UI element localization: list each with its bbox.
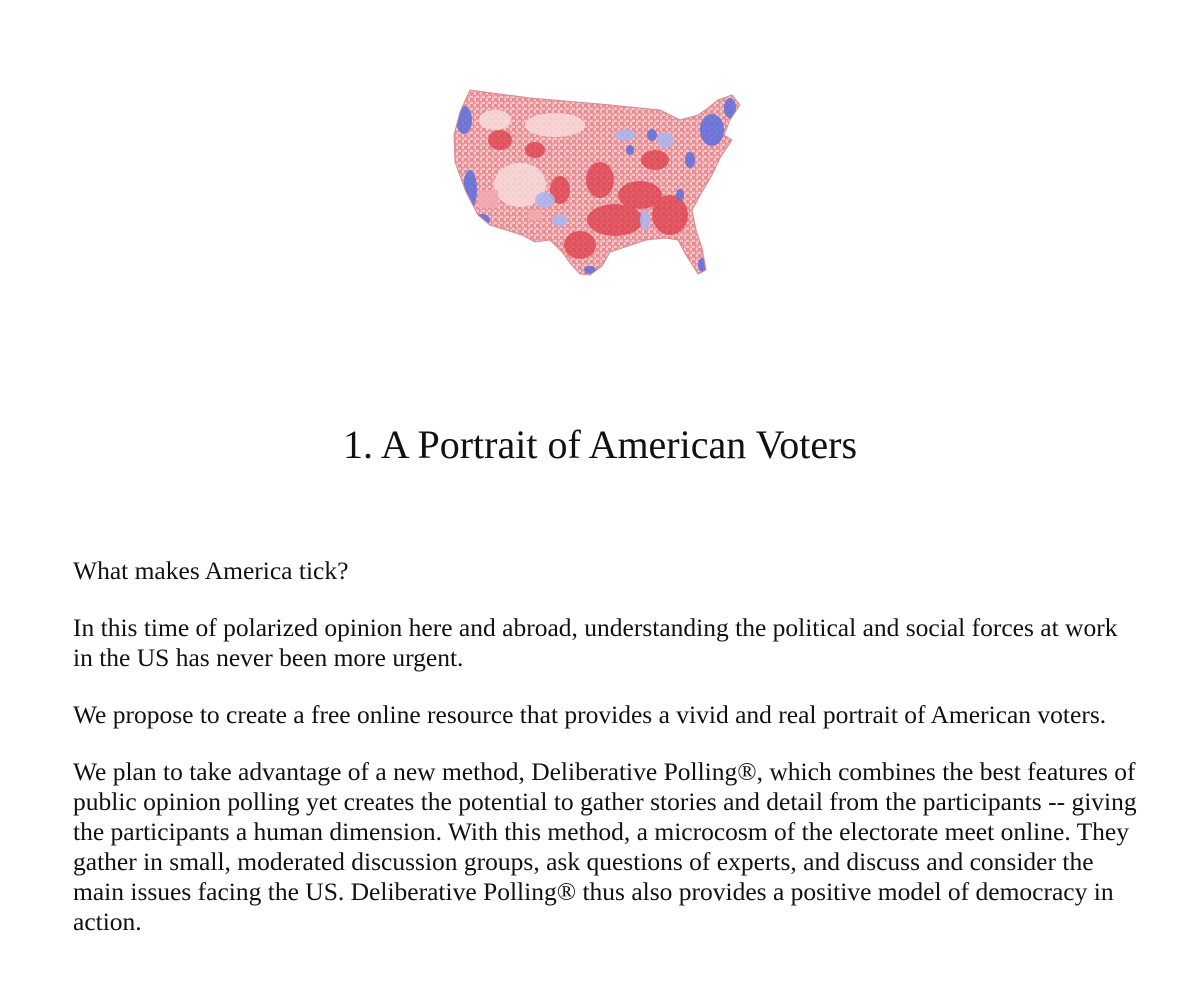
body-text — [73, 556, 1138, 964]
paragraph-polarized: In this time of polarized opinion here and abroad, understanding the political and social forces at work in the US has never been more urgent. — [73, 613, 1118, 672]
paragraph-question: What makes America tick? — [73, 556, 349, 585]
map-fill — [440, 80, 760, 285]
page-title: 1. A Portrait of American Voters — [342, 422, 858, 467]
us-county-map-image — [440, 80, 760, 285]
paragraph-proposal: We propose to create a free online resource that provides a vivid and real portrait of American voters. — [73, 700, 1107, 729]
us-map-svg — [440, 80, 760, 285]
paragraph-method: We plan to take advantage of a new method, Deliberative Polling®, which combines the best features of public opinion polling yet creates the potential to gather stories and detail from the participants -- giving the participants a human dimension. With this method, a microcosm of the electorate meet online. They gather in small, moderated discussion groups, ask questions of experts, and discuss and consider the main issues facing the US. Deliberative Polling® thus also provides a positive model of democracy in action. — [73, 757, 1137, 936]
